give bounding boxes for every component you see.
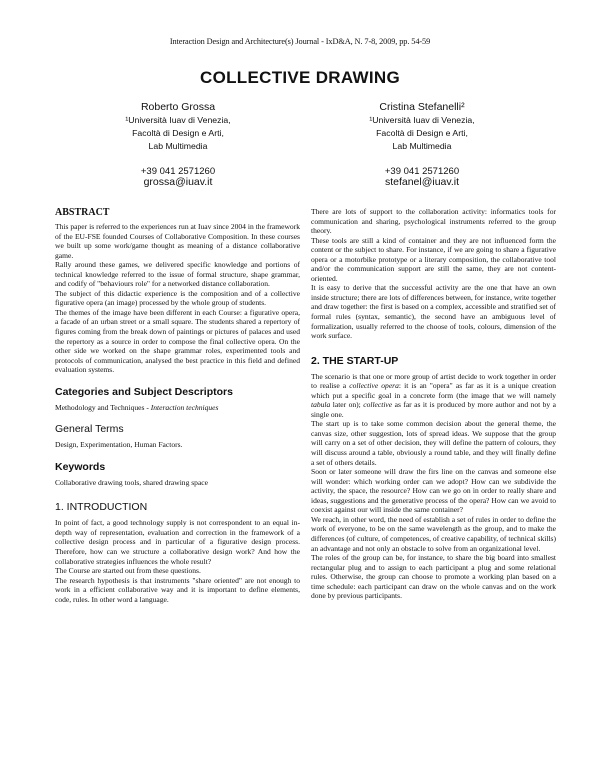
left-column <box>55 207 300 604</box>
categories-italic: Interaction techniques <box>150 402 219 412</box>
keywords-text: Collaborative drawing tools, shared drawing space <box>55 477 208 487</box>
paper-title: COLLECTIVE DRAWING <box>200 68 400 87</box>
author-affiliation: Facoltà di Design e Arti, <box>132 128 224 138</box>
section-heading-categories: Categories and Subject Descriptors <box>55 385 233 398</box>
author-affiliation: Lab Multimedia <box>392 141 452 151</box>
section-heading-startup: 2. THE START-UP <box>311 354 399 367</box>
section-heading-keywords: Keywords <box>55 460 106 473</box>
general-terms-text: Design, Experimentation, Human Factors. <box>55 440 183 450</box>
author-block-2 <box>312 100 532 188</box>
intro-paragraph: The Course are started out from these questions. <box>55 566 201 576</box>
body-paragraph: It is easy to derive that the successful activity are the one that have an own inside structure; there are lots of differences between, for instance, write together and draw together: the first is based on a complex, accessible and stratified set of formal rules (syntax, semantic), the second have an ambiguous level of formalization, usually referred to the choose of tools, colours, dimension of the work surface. <box>311 283 556 341</box>
author-name: Roberto Grossa <box>140 101 216 113</box>
body-paragraph: These tools are still a kind of container and they are not influenced form the content or the subject to share. For instance, if we are going to share a figurative opera or a motorbike prototype or a literary composition, the collaborative tool and/or the communication support are still the same, they are not content-oriented. <box>311 235 556 283</box>
author-affiliation: ¹Università Iuav di Venezia, <box>125 115 231 125</box>
abstract-paragraph: The subject of this didactic experience is the composition and of a collective figurative opera (an image) processed by the whole group of students. <box>55 288 300 308</box>
section-heading-introduction: 1. INTRODUCTION <box>55 501 148 514</box>
journal-header: Interaction Design and Architecture(s) Journal - IxD&A, N. 7-8, 2009, pp. 54-59 <box>169 37 431 46</box>
startup-paragraph: The scenario is that one or more group of artist decide to work together in order to realise a collective opera: it is an "opera" as far as it is a unique creation which put a specific goal in a concrete form (the image that we will namely tabula later on); collective as far as it is produced by more author and not by a single one. <box>311 371 557 419</box>
right-column <box>311 207 556 601</box>
author-affiliation: ¹Università Iuav di Venezia, <box>369 115 475 125</box>
author-block-1 <box>68 100 288 188</box>
author-phone: +39 041 2571260 <box>384 166 460 177</box>
intro-paragraph: In point of fact, a good technology supply is not correspondent to an equal in-depth way of representation, evaluation and correction in the framework of a collective design process and in particular of a figurative design process. Therefore, how can we structure a collaborative design work? And how the collaborative strategies influences the whole result? <box>55 518 300 566</box>
abstract-paragraph: This paper is referred to the experiences run at Iuav since 2004 in the framework of the EU-FSE founded Courses of Collaborative Composition. In these courses we built up some work/game thought as meaning of a distance collaborative game. <box>55 222 300 260</box>
author-email: stefanel@iuav.it <box>384 176 460 188</box>
startup-paragraph: Soon or later someone will draw the firs line on the canvas and someone else will wonder: which working order can we adopt? How can we subdivide the activity, the space, the resource? How can we go on in order to really share and ideas, suggestions and the generative process of the opera? How can we avoid to coexist against our will inside the same container? <box>311 467 556 515</box>
author-name: Cristina Stefanelli² <box>379 101 465 113</box>
startup-paragraph: We reach, in other word, the need of establish a set of rules in order to define the work of everyone, to be on the same wavelength as the group, and to make the differences (of culture, of competences, of creative capability, of technical skills) an advantage and not only an obstacle to solve from an organizational level. <box>311 514 556 553</box>
section-heading-general-terms: General Terms <box>55 423 124 436</box>
author-phone: +39 041 2571260 <box>140 166 216 177</box>
startup-paragraph: The roles of the group can be, for instance, to share the big board into smallest rectangular plug and to assign to each participant a plug and some relational rules. Otherwise, the group can choose to promote a working plan based on a time schedule: each participant can draw on the whole canvas and on the work done by previous participants. <box>311 553 556 601</box>
author-affiliation: Lab Multimedia <box>148 141 208 151</box>
abstract-paragraph: The themes of the image have been different in each Course: a figurative opera, a facade of an urban street or a small square. The students shared a repertory of figures coming from the break down of paintings or pictures of palaces and used the repertory as a source in order to compose the final collective opera. On the other side we worked on the shape grammar roles, experimented tools and protocols of communication, analysed the best practice in this field and defined evaluation systems. <box>55 307 300 375</box>
author-email: grossa@iuav.it <box>143 176 213 188</box>
startup-paragraph: The start up is to take some common decision about the general theme, the canvas size, other suggestion, lots of spread ideas. We suppose that the group will carry on a set of other decision, they will define the pattern of colours, they will discuss around a table, obviously a round table, and they will finally define a set of others details. <box>311 419 556 467</box>
author-affiliation: Facoltà di Design e Arti, <box>376 128 468 138</box>
section-heading-abstract: ABSTRACT <box>55 207 110 218</box>
abstract-paragraph: Rally around these games, we delivered specific knowledge and portions of technical knowledge referred to the issue of formal structure, shape grammar, and codify of "behaviours role" for a networked distance collaboration. <box>55 260 300 289</box>
intro-paragraph: The research hypothesis is that instruments "share oriented" are not enough to work in a efficient collaborative way and it is important to define elements, code, rules. In other word a language. <box>55 575 300 604</box>
body-paragraph: There are lots of support to the collaboration activity: informatics tools for communication and sharing, psychological instruments referred to the group theory. <box>311 207 556 236</box>
categories-text: Methodology and Techniques - Interaction techniques <box>55 402 219 412</box>
